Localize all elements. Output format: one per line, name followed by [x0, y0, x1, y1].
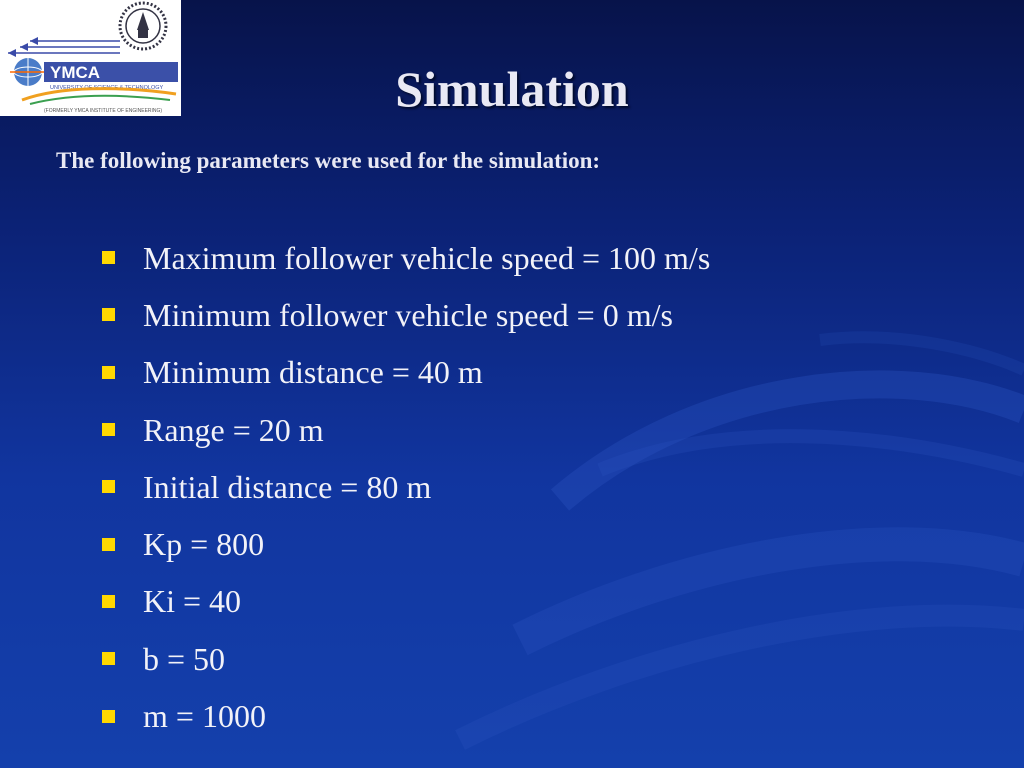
list-item-text: Kp = 800	[143, 526, 265, 563]
list-item-text: Ki = 40	[143, 583, 242, 620]
list-item-text: Minimum follower vehicle speed = 0 m/s	[143, 296, 673, 333]
square-bullet-icon	[102, 423, 115, 436]
svg-text:YMCA: YMCA	[50, 63, 101, 82]
list-item	[102, 401, 710, 458]
list-item	[102, 515, 710, 572]
parameter-list	[102, 229, 710, 745]
list-item	[102, 344, 710, 401]
list-item	[102, 229, 710, 286]
list-item-text: Initial distance = 80 m	[143, 468, 432, 505]
list-item	[102, 458, 710, 515]
list-item	[102, 687, 710, 744]
list-item-text: Minimum distance = 40 m	[143, 354, 483, 391]
slide-subtitle: The following parameters were used for the simulation:	[56, 148, 601, 173]
slide-title: Simulation	[395, 61, 629, 117]
square-bullet-icon	[102, 710, 115, 723]
list-item-text: b = 50	[143, 640, 226, 677]
list-item	[102, 573, 710, 630]
list-item	[102, 286, 710, 343]
square-bullet-icon	[102, 366, 115, 379]
svg-text:UNIVERSITY OF SCIENCE & TECHNO: UNIVERSITY OF SCIENCE & TECHNOLOGY	[50, 85, 164, 91]
square-bullet-icon	[102, 538, 115, 551]
square-bullet-icon	[102, 595, 115, 608]
svg-text:(FORMERLY YMCA INSTITUTE OF EN: (FORMERLY YMCA INSTITUTE OF ENGINEERING)	[44, 108, 163, 114]
list-item-text: Range = 20 m	[143, 411, 324, 448]
list-item-text: Maximum follower vehicle speed = 100 m/s	[143, 239, 711, 276]
list-item-text: m = 1000	[143, 698, 266, 735]
square-bullet-icon	[102, 251, 115, 264]
square-bullet-icon	[102, 480, 115, 493]
square-bullet-icon	[102, 652, 115, 665]
square-bullet-icon	[102, 308, 115, 321]
list-item	[102, 630, 710, 687]
